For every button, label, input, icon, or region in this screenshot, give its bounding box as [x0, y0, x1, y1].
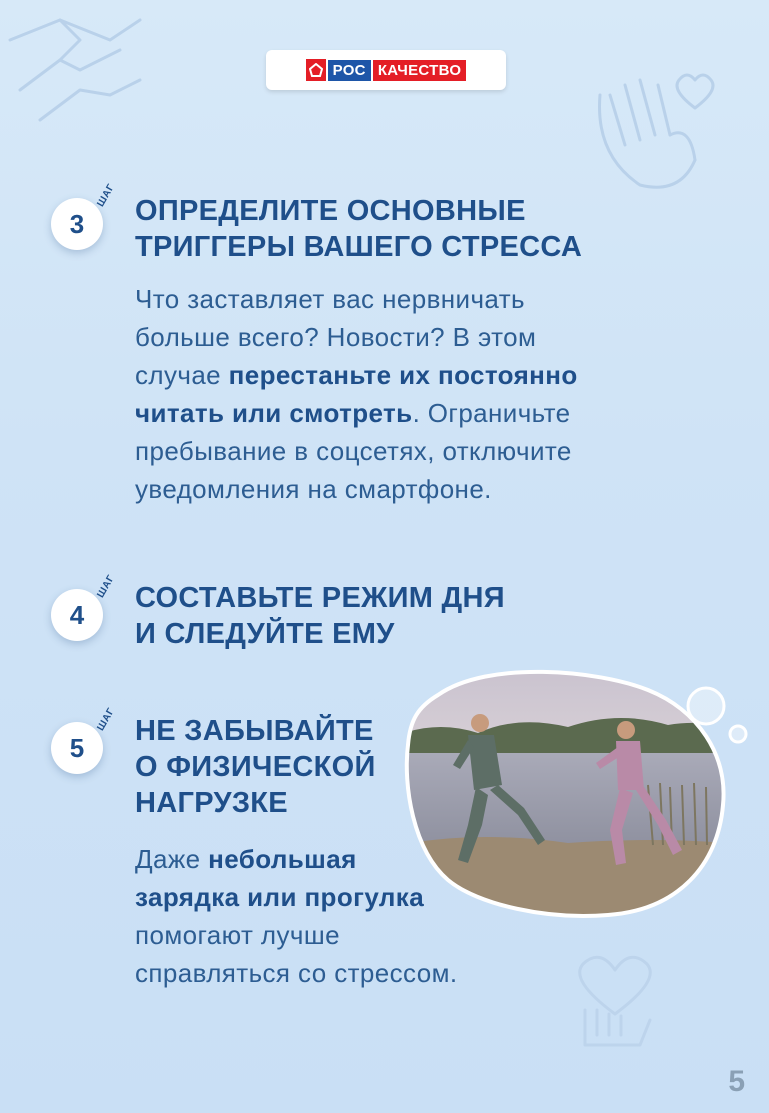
pentagon-icon — [306, 59, 326, 81]
step-3-heading — [135, 193, 582, 265]
clapping-hands-heart-icon — [570, 55, 730, 205]
heading-line: И СЛЕДУЙТЕ ЕМУ — [135, 618, 395, 650]
heading-line: НАГРУЗКЕ — [135, 787, 288, 819]
body-line: пребывание в соцсетях, отключите — [135, 436, 572, 466]
body-line: Даже — [135, 844, 209, 874]
body-bold: читать или смотреть — [135, 398, 413, 428]
heading-line: ТРИГГЕРЫ ВАШЕГО СТРЕССА — [135, 231, 583, 263]
logo-text-kachestvo: КАЧЕСТВО — [373, 60, 467, 81]
step-word-3: ШАГ — [95, 182, 118, 209]
logo-text-ros: РОС — [328, 60, 371, 81]
step-badge-3: 3 — [51, 198, 103, 250]
heading-line: О ФИЗИЧЕСКОЙ — [135, 751, 376, 783]
step-4-heading — [135, 580, 505, 652]
body-bold: зарядка или прогулка — [135, 882, 425, 912]
roskachestvo-logo — [266, 50, 506, 90]
step-badge-4: 4 — [51, 589, 103, 641]
step-word-4: ШАГ — [95, 573, 118, 600]
body-line: справляться со стрессом. — [135, 958, 458, 988]
heading-line: НЕ ЗАБЫВАЙТЕ — [135, 715, 374, 747]
body-line: Что заставляет вас нервничать — [135, 284, 525, 314]
body-bold: перестаньте их постоянно — [228, 360, 578, 390]
page-number: 5 — [728, 1065, 745, 1098]
hands-outline-icon — [0, 0, 170, 150]
body-line: уведомления на смартфоне. — [135, 474, 492, 504]
heading-line: СОСТАВЬТЕ РЕЖИМ ДНЯ — [135, 582, 505, 614]
body-line: . Ограничьте — [412, 398, 571, 428]
runners-photo — [398, 665, 728, 920]
step-badge-5: 5 — [51, 722, 103, 774]
step-word-5: ШАГ — [95, 706, 118, 733]
body-line: помогают лучше — [135, 920, 340, 950]
body-bold: небольшая — [208, 844, 357, 874]
heart-hand-icon — [555, 940, 675, 1050]
step-3-body — [135, 280, 578, 508]
body-line: случае — [135, 360, 229, 390]
step-5-heading — [135, 713, 376, 821]
heading-line: ОПРЕДЕЛИТЕ ОСНОВНЫЕ — [135, 195, 526, 227]
body-line: больше всего? Новости? В этом — [135, 322, 537, 352]
